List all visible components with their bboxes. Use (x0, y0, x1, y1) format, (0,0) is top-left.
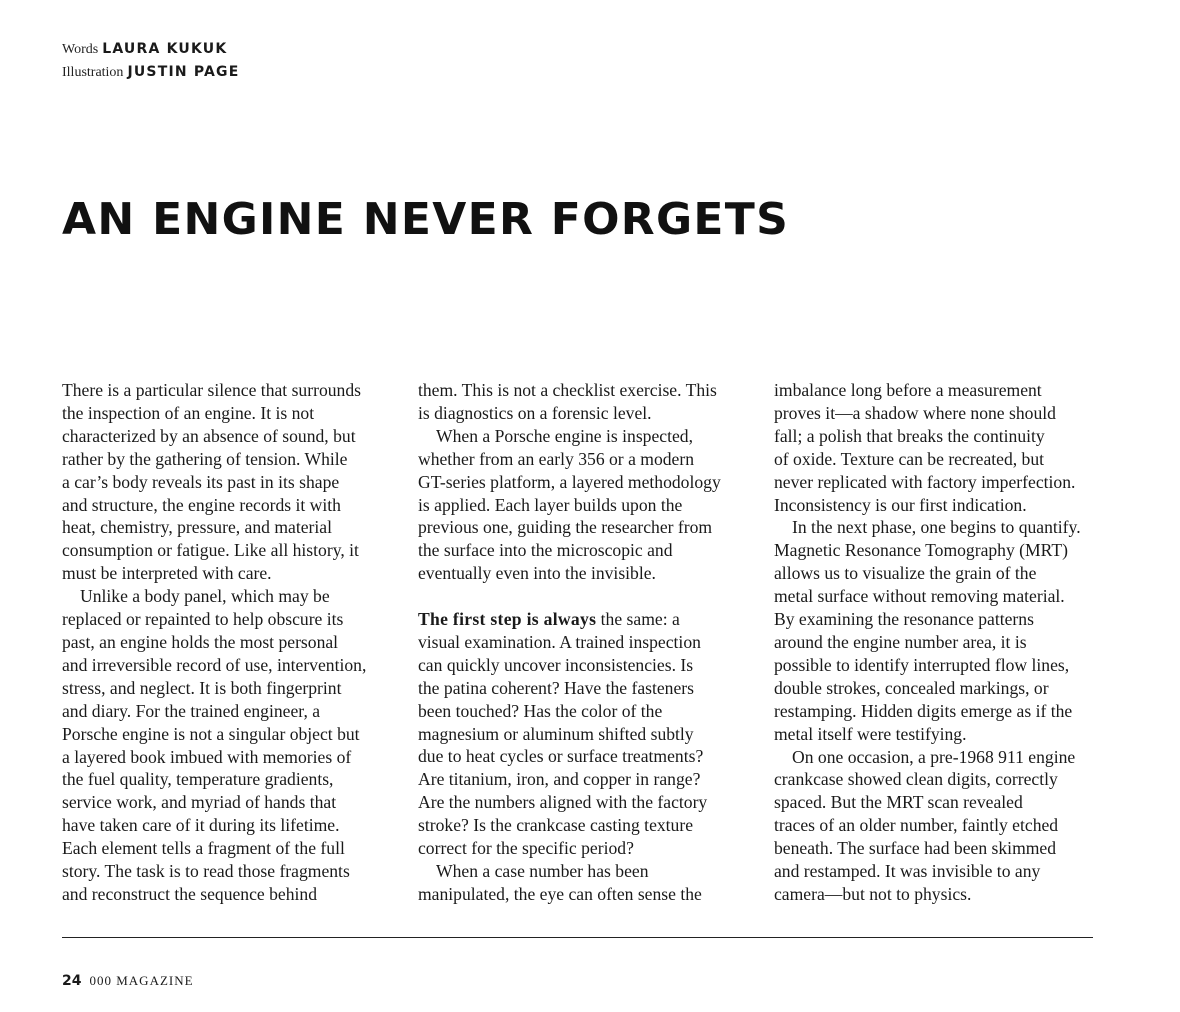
text-line: allows us to visualize the grain of the (774, 563, 1037, 584)
paragraph-start-line: When a case number has been (436, 861, 649, 882)
text-line: must be interpreted with care. (62, 563, 272, 584)
text-line: possible to identify interrupted flow lines, (774, 654, 1070, 675)
text-line: the surface into the microscopic and (418, 540, 673, 561)
lead-in-continuation: the same: a (596, 609, 680, 630)
byline-credits (62, 38, 240, 84)
words-label: Words (62, 42, 99, 57)
text-line: By examining the resonance patterns (774, 609, 1034, 630)
text-line: There is a particular silence that surrounds (62, 380, 361, 400)
text-line: heat, chemistry, pressure, and material (62, 517, 332, 538)
paragraph-start-line (418, 608, 753, 631)
text-line: fall; a polish that breaks the continuity (774, 425, 1045, 446)
text-line: imbalance long before a measurement (774, 380, 1042, 400)
text-line: have taken care of it during its lifetime. (62, 815, 340, 836)
text-column-3 (774, 379, 1109, 906)
text-line: been touched? Has the color of the (418, 700, 663, 721)
text-line: and reconstruct the sequence behind (62, 883, 318, 904)
words-credit (62, 38, 240, 61)
text-line: around the engine number area, it is (774, 631, 1027, 652)
text-line: eventually even into the invisible. (418, 563, 656, 584)
text-line: restamping. Hidden digits emerge as if the (774, 700, 1073, 721)
text-line: is applied. Each layer builds upon the (418, 494, 683, 515)
text-line: characterized by an absence of sound, but (62, 425, 356, 446)
text-line: story. The task is to read those fragments (62, 861, 350, 882)
text-line: them. This is not a checklist exercise. This (418, 380, 717, 400)
text-line: Are the numbers aligned with the factory (418, 792, 708, 813)
text-line: is diagnostics on a forensic level. (418, 402, 652, 423)
text-column-1 (62, 379, 397, 906)
text-line: a layered book imbued with memories of (62, 746, 352, 767)
page-number: 24 (62, 973, 82, 989)
paragraph-gap (418, 585, 753, 608)
text-line: and diary. For the trained engineer, a (62, 700, 321, 721)
text-line: a car’s body reveals its past in its shape (62, 471, 340, 492)
text-line: Porsche engine is not a singular object but (62, 723, 360, 744)
page-folio (62, 972, 194, 990)
text-line: can quickly uncover inconsistencies. Is (418, 654, 694, 675)
text-line: proves it—a shadow where none should (774, 402, 1056, 423)
paragraph-start-line: When a Porsche engine is inspected, (436, 425, 693, 446)
text-line: double strokes, concealed markings, or (774, 677, 1049, 698)
text-line: the patina coherent? Have the fasteners (418, 677, 694, 698)
text-line: and restamped. It was invisible to any (774, 861, 1041, 882)
publication-name: 000 MAGAZINE (89, 973, 194, 988)
text-line: consumption or fatigue. Like all history, it (62, 540, 359, 561)
text-line: never replicated with factory imperfection. (774, 471, 1076, 492)
text-line: magnesium or aluminum shifted subtly (418, 723, 694, 744)
text-line: Are titanium, iron, and copper in range? (418, 769, 701, 790)
text-line: due to heat cycles or surface treatments? (418, 746, 704, 767)
text-line: the inspection of an engine. It is not (62, 402, 315, 423)
article-headline: AN ENGINE NEVER FORGETS (62, 194, 790, 245)
illustration-credit (62, 61, 240, 84)
text-line: and structure, the engine records it with (62, 494, 341, 515)
paragraph-start-line: Unlike a body panel, which may be (80, 586, 330, 607)
text-line: crankcase showed clean digits, correctly (774, 769, 1058, 790)
text-line: service work, and myriad of hands that (62, 792, 337, 813)
illustrator-name: JUSTIN PAGE (127, 64, 240, 80)
author-name: LAURA KUKUK (102, 41, 228, 57)
illustration-label: Illustration (62, 65, 124, 80)
text-line: manipulated, the eye can often sense the (418, 883, 702, 904)
text-line: and irreversible record of use, intervention, (62, 654, 367, 675)
text-line: rather by the gathering of tension. While (62, 448, 348, 469)
paragraph-start-line: On one occasion, a pre-1968 911 engine (792, 746, 1076, 767)
text-line: beneath. The surface had been skimmed (774, 838, 1057, 859)
text-line: camera—but not to physics. (774, 883, 972, 904)
text-line: GT-series platform, a layered methodology (418, 471, 721, 492)
text-line: metal surface without removing material. (774, 586, 1065, 607)
text-line: Inconsistency is our first indication. (774, 494, 1027, 515)
lead-in-text: The first step is always (418, 609, 597, 630)
paragraph-start-line: In the next phase, one begins to quantify. (792, 517, 1081, 538)
text-line: stroke? Is the crankcase casting texture (418, 815, 694, 836)
text-line: Magnetic Resonance Tomography (MRT) (774, 540, 1068, 561)
text-line: of oxide. Texture can be recreated, but (774, 448, 1045, 469)
footer-divider (62, 937, 1093, 938)
text-line: visual examination. A trained inspection (418, 631, 701, 652)
text-line: whether from an early 356 or a modern (418, 448, 695, 469)
text-line: correct for the specific period? (418, 838, 634, 859)
text-line: Each element tells a fragment of the full (62, 838, 345, 859)
text-line: past, an engine holds the most personal (62, 631, 339, 652)
text-line: replaced or repainted to help obscure its (62, 609, 344, 630)
text-column-2 (418, 379, 753, 906)
text-line: metal itself were testifying. (774, 723, 967, 744)
text-line: spaced. But the MRT scan revealed (774, 792, 1023, 813)
text-line: stress, and neglect. It is both fingerprint (62, 677, 342, 698)
text-line: the fuel quality, temperature gradients, (62, 769, 334, 790)
text-line: traces of an older number, faintly etched (774, 815, 1059, 836)
text-line: previous one, guiding the researcher from (418, 517, 713, 538)
